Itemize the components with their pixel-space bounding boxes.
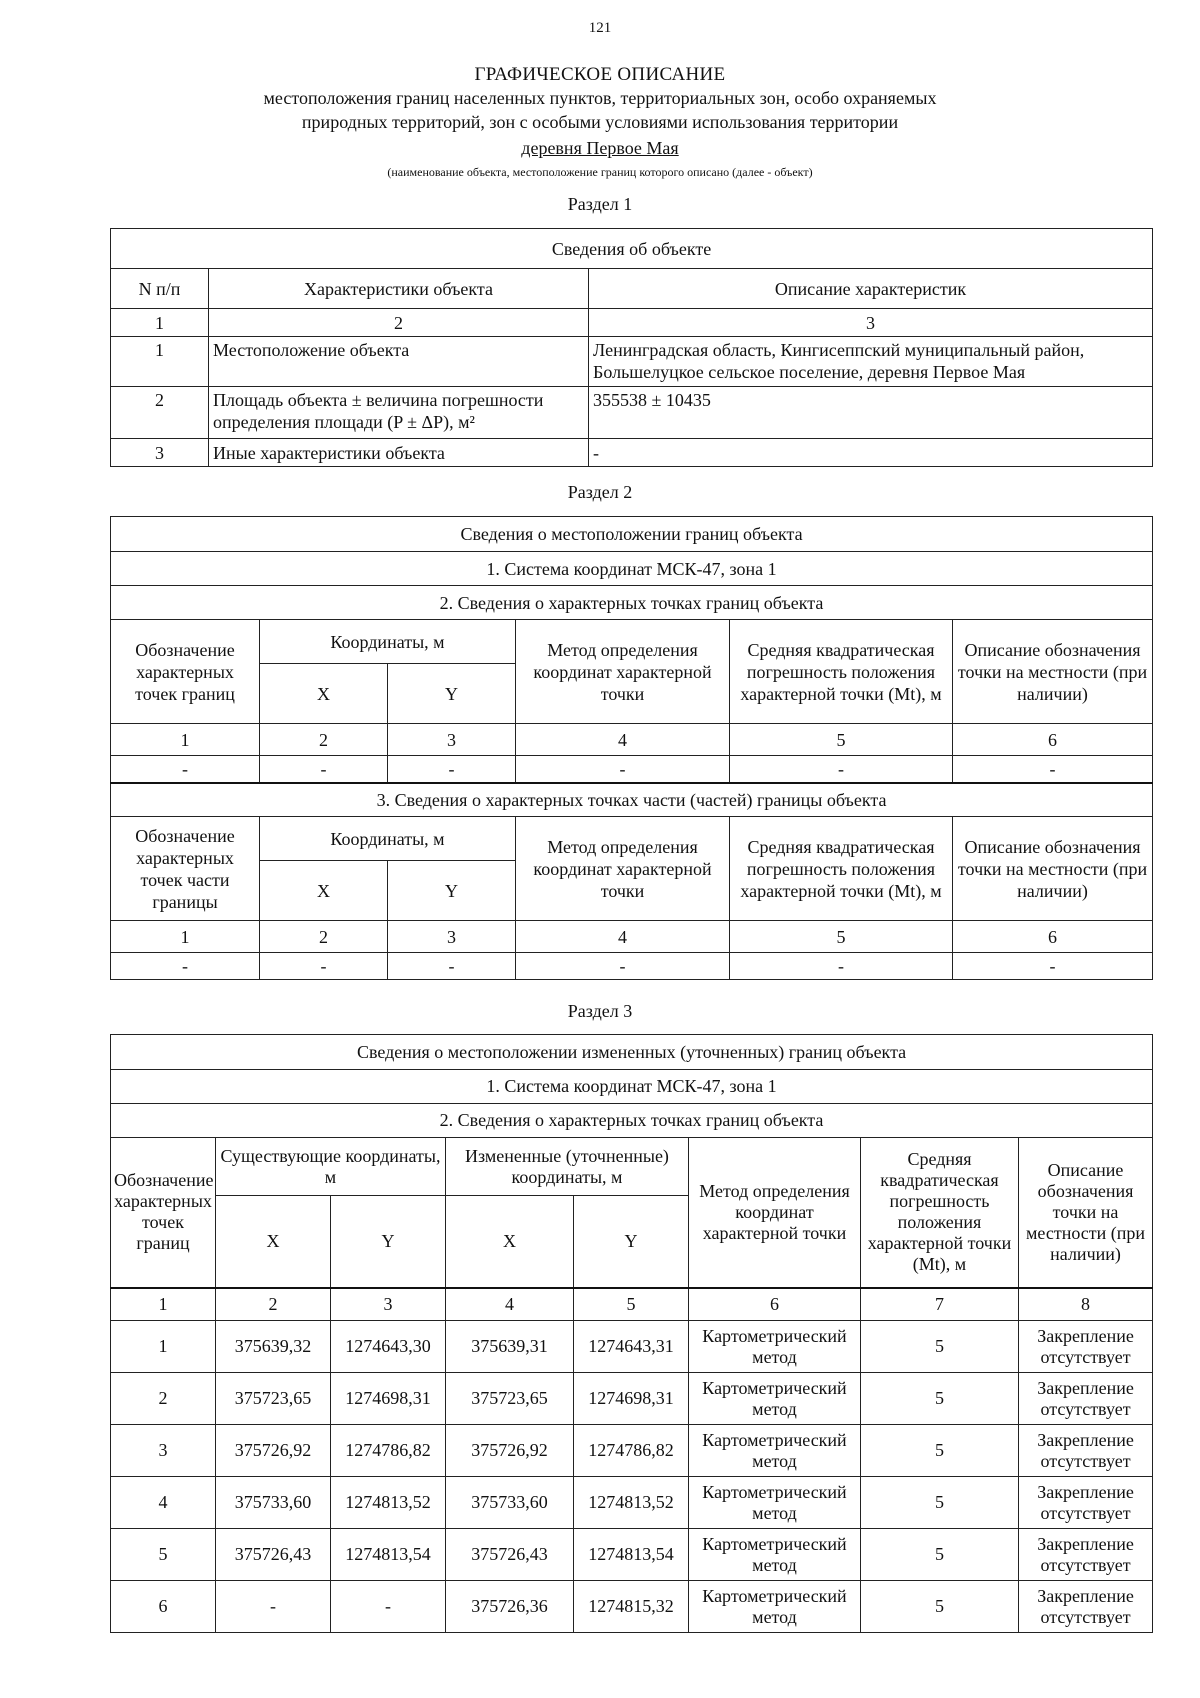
section3-part2-title: 2. Сведения о характерных точках границ объекта	[111, 1104, 1153, 1138]
s2-colnum: 6	[953, 724, 1153, 756]
s2p3-header-point: Обозначение характерных точек части границы	[111, 817, 260, 921]
s2-cell: -	[516, 756, 730, 783]
s1-row-value: 355538 ± 10435	[589, 387, 1153, 439]
s3-existing-x: 375726,92	[216, 1425, 331, 1477]
document-subtitle-line2: природных территорий, зон с особыми условиями использования территории	[301, 112, 899, 132]
table-row	[111, 1529, 1153, 1581]
s3-header-x: X	[446, 1196, 574, 1288]
s3-changed-x: 375726,43	[446, 1529, 574, 1581]
object-name-text: деревня Первое Мая	[521, 138, 679, 158]
s3-header-y: Y	[574, 1196, 689, 1288]
s3-point: 5	[111, 1529, 216, 1581]
s2-cell: -	[260, 756, 388, 783]
s3-existing-y: -	[331, 1581, 446, 1633]
s2-header-description: Описание обозначения точки на местности (при наличии)	[953, 620, 1153, 724]
s1-row-n: 1	[111, 337, 209, 387]
s1-row-name: Иные характеристики объекта	[209, 439, 589, 467]
section2-table-title: Сведения о местоположении границ объекта	[111, 517, 1153, 552]
section1-label: Раздел 1	[567, 194, 633, 214]
section3-table	[110, 1034, 1153, 1633]
s3-point: 6	[111, 1581, 216, 1633]
table-row	[111, 953, 1153, 980]
s3-changed-y: 1274643,31	[574, 1321, 689, 1373]
s3-colnum: 6	[689, 1288, 861, 1321]
s3-colnum: 1	[111, 1288, 216, 1321]
s1-row-n: 2	[111, 387, 209, 439]
section2-coord-system: 1. Система координат МСК-47, зона 1	[111, 552, 1153, 586]
s3-error: 5	[861, 1425, 1019, 1477]
s3-method: Картометрический метод	[689, 1477, 861, 1529]
s1-header-n: N п/п	[111, 269, 209, 309]
s2-colnum: 2	[260, 724, 388, 756]
s3-description: Закрепление отсутствует	[1019, 1581, 1153, 1633]
s3-point: 1	[111, 1321, 216, 1373]
s1-row-name: Местоположение объекта	[209, 337, 589, 387]
s3-description: Закрепление отсутствует	[1019, 1321, 1153, 1373]
s1-header-characteristic: Характеристики объекта	[209, 269, 589, 309]
s3-existing-y: 1274813,54	[331, 1529, 446, 1581]
s2-header-method: Метод определения координат характерной точки	[516, 620, 730, 724]
section2-table	[110, 516, 1153, 980]
s3-existing-x: 375726,43	[216, 1529, 331, 1581]
s3-colnum: 3	[331, 1288, 446, 1321]
s3-changed-y: 1274815,32	[574, 1581, 689, 1633]
s2p3-cell: -	[953, 953, 1153, 980]
s3-error: 5	[861, 1373, 1019, 1425]
object-name	[0, 138, 1200, 159]
s3-description: Закрепление отсутствует	[1019, 1373, 1153, 1425]
s2p3-colnum: 3	[388, 921, 516, 953]
s2-header-x: X	[260, 664, 388, 724]
s2-header-y: Y	[388, 664, 516, 724]
s3-point: 4	[111, 1477, 216, 1529]
s1-colnum: 1	[111, 309, 209, 337]
table-row	[111, 387, 1153, 439]
s2p3-colnum: 5	[730, 921, 953, 953]
s3-existing-x: 375639,32	[216, 1321, 331, 1373]
table-row	[111, 1321, 1153, 1373]
s2-cell: -	[730, 756, 953, 783]
s3-changed-x: 375733,60	[446, 1477, 574, 1529]
s3-method: Картометрический метод	[689, 1425, 861, 1477]
table-row	[111, 1425, 1153, 1477]
s3-header-existing: Существующие координаты, м	[216, 1138, 446, 1196]
section2-part3-title: 3. Сведения о характерных точках части (частей) границы объекта	[111, 783, 1153, 817]
s3-changed-x: 375726,36	[446, 1581, 574, 1633]
s3-description: Закрепление отсутствует	[1019, 1425, 1153, 1477]
section3-label: Раздел 3	[567, 1001, 633, 1021]
s3-error: 5	[861, 1529, 1019, 1581]
s1-row-value: -	[589, 439, 1153, 467]
s2p3-cell: -	[516, 953, 730, 980]
s3-changed-y: 1274813,54	[574, 1529, 689, 1581]
s2-cell: -	[111, 756, 260, 783]
s3-description: Закрепление отсутствует	[1019, 1477, 1153, 1529]
s2-colnum: 4	[516, 724, 730, 756]
s3-point: 2	[111, 1373, 216, 1425]
s3-header-error: Средняя квадратическая погрешность положения характерной точки (Mt), м	[861, 1138, 1019, 1288]
table-row	[111, 1477, 1153, 1529]
section1-table	[110, 228, 1153, 467]
s2-colnum: 5	[730, 724, 953, 756]
s1-header-description: Описание характеристик	[589, 269, 1153, 309]
s3-existing-y: 1274698,31	[331, 1373, 446, 1425]
table-row	[111, 1373, 1153, 1425]
s3-existing-y: 1274643,30	[331, 1321, 446, 1373]
s3-colnum: 7	[861, 1288, 1019, 1321]
table-row	[111, 1581, 1153, 1633]
s3-method: Картометрический метод	[689, 1581, 861, 1633]
section2-label: Раздел 2	[567, 482, 633, 502]
s2p3-header-method: Метод определения координат характерной точки	[516, 817, 730, 921]
s2-cell: -	[388, 756, 516, 783]
s3-changed-y: 1274786,82	[574, 1425, 689, 1477]
s2p3-colnum: 1	[111, 921, 260, 953]
s3-colnum: 8	[1019, 1288, 1153, 1321]
s3-changed-x: 375726,92	[446, 1425, 574, 1477]
s3-header-y: Y	[331, 1196, 446, 1288]
s2p3-header-coords: Координаты, м	[260, 817, 516, 861]
s3-colnum: 5	[574, 1288, 689, 1321]
s3-method: Картометрический метод	[689, 1373, 861, 1425]
s3-error: 5	[861, 1581, 1019, 1633]
s3-existing-x: -	[216, 1581, 331, 1633]
s1-row-n: 3	[111, 439, 209, 467]
s2p3-header-description: Описание обозначения точки на местности (при наличии)	[953, 817, 1153, 921]
s2p3-cell: -	[388, 953, 516, 980]
s3-colnum: 4	[446, 1288, 574, 1321]
section2-part2-title: 2. Сведения о характерных точках границ объекта	[111, 586, 1153, 620]
s3-changed-x: 375723,65	[446, 1373, 574, 1425]
s3-header-description: Описание обозначения точки на местности (при наличии)	[1019, 1138, 1153, 1288]
s3-method: Картометрический метод	[689, 1321, 861, 1373]
s3-header-changed: Измененные (уточненные) координаты, м	[446, 1138, 689, 1196]
s3-header-point: Обозначение характерных точек границ	[111, 1138, 216, 1288]
s2p3-cell: -	[730, 953, 953, 980]
section3-table-title: Сведения о местоположении измененных (уточненных) границ объекта	[111, 1035, 1153, 1070]
section1-table-title: Сведения об объекте	[111, 229, 1153, 269]
s2p3-cell: -	[111, 953, 260, 980]
object-note: (наименование объекта, местоположение границ которого описано (далее - объект)	[387, 165, 813, 179]
document-subtitle-line1: местоположения границ населенных пунктов, территориальных зон, особо охраняемых	[263, 88, 937, 108]
s2p3-colnum: 4	[516, 921, 730, 953]
s3-method: Картометрический метод	[689, 1529, 861, 1581]
s2p3-cell: -	[260, 953, 388, 980]
s2-header-error: Средняя квадратическая погрешность положения характерной точки (Mt), м	[730, 620, 953, 724]
s3-existing-y: 1274786,82	[331, 1425, 446, 1477]
s2-header-point: Обозначение характерных точек границ	[111, 620, 260, 724]
s3-existing-x: 375723,65	[216, 1373, 331, 1425]
s3-error: 5	[861, 1321, 1019, 1373]
document-title: ГРАФИЧЕСКОЕ ОПИСАНИЕ	[474, 64, 726, 85]
s3-changed-y: 1274813,52	[574, 1477, 689, 1529]
section3-coord-system: 1. Система координат МСК-47, зона 1	[111, 1070, 1153, 1104]
s2p3-colnum: 6	[953, 921, 1153, 953]
s1-row-name: Площадь объекта ± величина погрешности определения площади (P ± ΔP), м²	[209, 387, 589, 439]
s2-colnum: 1	[111, 724, 260, 756]
s3-error: 5	[861, 1477, 1019, 1529]
s1-colnum: 2	[209, 309, 589, 337]
s3-changed-x: 375639,31	[446, 1321, 574, 1373]
s2p3-header-x: X	[260, 861, 388, 921]
s3-colnum: 2	[216, 1288, 331, 1321]
page-number: 121	[588, 20, 612, 36]
s1-row-value: Ленинградская область, Кингисеппский муниципальный район, Большелуцкое сельское поселение, деревня Первое Мая	[589, 337, 1153, 387]
table-row	[111, 439, 1153, 467]
s2p3-header-y: Y	[388, 861, 516, 921]
s3-header-x: X	[216, 1196, 331, 1288]
s3-header-method: Метод определения координат характерной точки	[689, 1138, 861, 1288]
s1-colnum: 3	[589, 309, 1153, 337]
s3-existing-x: 375733,60	[216, 1477, 331, 1529]
s2-colnum: 3	[388, 724, 516, 756]
s2-header-coords: Координаты, м	[260, 620, 516, 664]
s3-existing-y: 1274813,52	[331, 1477, 446, 1529]
table-row	[111, 337, 1153, 387]
s3-changed-y: 1274698,31	[574, 1373, 689, 1425]
s3-description: Закрепление отсутствует	[1019, 1529, 1153, 1581]
table-row	[111, 756, 1153, 783]
s2p3-colnum: 2	[260, 921, 388, 953]
s2-cell: -	[953, 756, 1153, 783]
s3-point: 3	[111, 1425, 216, 1477]
s2p3-header-error: Средняя квадратическая погрешность положения характерной точки (Mt), м	[730, 817, 953, 921]
